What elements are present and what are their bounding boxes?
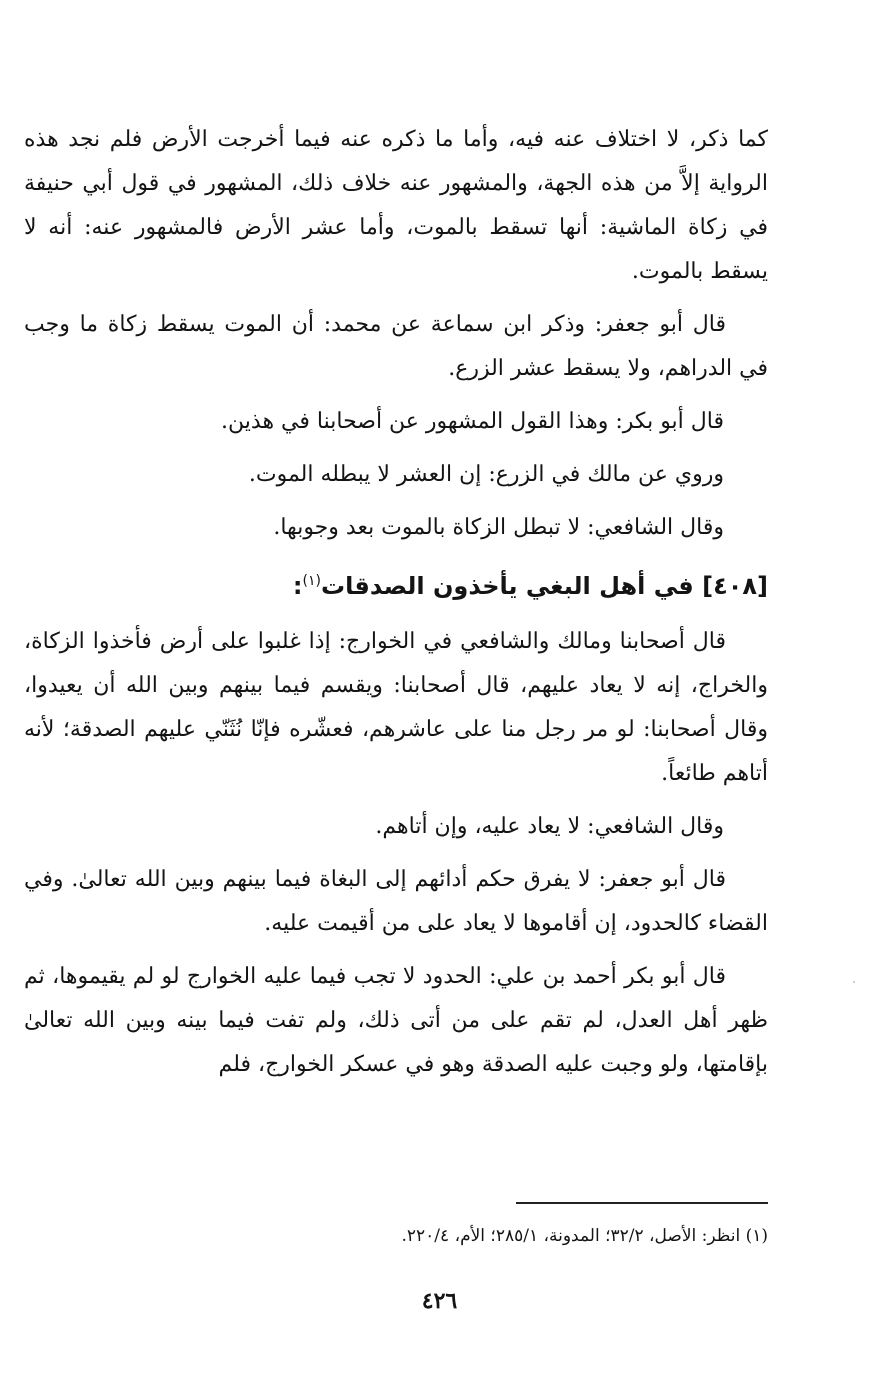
paragraph-1: كما ذكر، لا اختلاف عنه فيه، وأما ما ذكره عنه فيما أخرجت الأرض فلم نجد هذه الرواية إلاَّ من هذه الجهة، والمشهور عنه خلاف ذلك، المشهور في قول أبي حنيفة في زكاة الماشية: أنها تسقط بالموت، وأما عشر الأرض فالمشهور عنه: أنه لا يسقط بالموت. (24, 127, 768, 284)
paragraph-8: قال أبو جعفر: لا يفرق حكم أدائهم إلى البغاة فيما بينهم وبين الله تعالىٰ. وفي القضاء كالحدود، إن أقاموها لا يعاد على من أقيمت عليه. (24, 867, 768, 936)
page-body (24, 118, 768, 1096)
section-heading (24, 559, 768, 608)
page-number: ٤٢٦ (421, 1288, 458, 1314)
heading-colon: : (292, 572, 303, 600)
section-heading-text: [٤٠٨] في أهل البغي يأخذون الصدقات (321, 572, 768, 600)
paragraph-2: قال أبو جعفر: وذكر ابن سماعة عن محمد: أن الموت يسقط زكاة ما وجب في الدراهم، ولا يسقط عشر الزرع. (24, 312, 768, 381)
paragraph-9: قال أبو بكر أحمد بن علي: الحدود لا تجب فيما عليه الخوارج لو لم يقيموها، ثم ظهر أهل العدل، لم تقم على من أتى ذلك، ولم تفت فيما بينه وبين الله تعالىٰ بإقامتها، ولو وجبت عليه الصدقة وهو في عسكر الخوارج، فلم (24, 964, 768, 1077)
paragraph-5: وقال الشافعي: لا تبطل الزكاة بالموت بعد وجوبها. (273, 515, 724, 540)
footnote-divider (516, 1202, 768, 1204)
footnote-text: (١) انظر: الأصل، ٣٢/٢؛ المدونة، ٢٨٥/١؛ الأم، ٢٢٠/٤. (401, 1226, 768, 1246)
paragraph-3: قال أبو بكر: وهذا القول المشهور عن أصحابنا في هذين. (221, 409, 724, 434)
footnote-reference[interactable]: (١) (302, 573, 321, 589)
scan-speck (853, 981, 855, 983)
paragraph-7: وقال الشافعي: لا يعاد عليه، وإن أتاهم. (375, 814, 724, 839)
paragraph-4: وروي عن مالك في الزرع: إن العشر لا يبطله الموت. (248, 462, 724, 487)
paragraph-6: قال أصحابنا ومالك والشافعي في الخوارج: إذا غلبوا على أرض فأخذوا الزكاة، والخراج، إنه لا يعاد عليهم، قال أصحابنا: ويقسم فيما بينهم وبين الله أن يعيدوا، وقال أصحابنا: لو مر رجل منا على عاشرهم، فعشّره فإنّا نُثَنّي عليهم الصدقة؛ لأنه أتاهم طائعاً. (24, 629, 768, 786)
